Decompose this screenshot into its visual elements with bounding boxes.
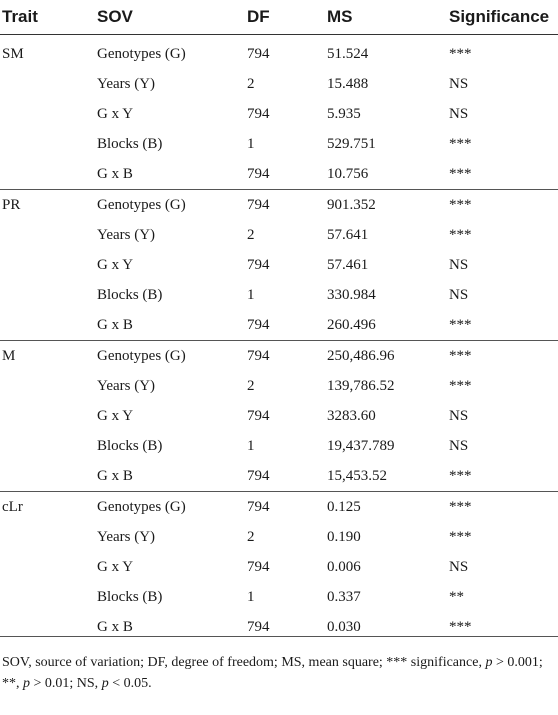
- cell-trait: [0, 280, 97, 310]
- cell-ms: 0.337: [327, 588, 361, 605]
- cell-df: 794: [247, 618, 270, 635]
- footnote-text-3: > 0.01; NS,: [30, 676, 102, 691]
- cell-ms: 260.496: [327, 316, 376, 333]
- cell-sov: Blocks (B): [97, 437, 163, 454]
- cell-trait: [0, 159, 97, 190]
- cell-ms: 10.756: [327, 165, 369, 182]
- cell-trait: [0, 401, 97, 431]
- footnote-p-symbol-1: p: [485, 655, 493, 670]
- header-trait: Trait: [0, 0, 97, 35]
- table-row: [0, 129, 558, 159]
- footnote-divider: [0, 636, 558, 637]
- cell-significance: ***: [449, 492, 558, 523]
- cell-trait: [0, 129, 97, 159]
- cell-ms: 529.751: [327, 135, 376, 152]
- cell-sov: Years (Y): [97, 226, 156, 243]
- cell-df: 1: [247, 588, 255, 605]
- cell-trait: SM: [2, 45, 24, 62]
- cell-significance: ***: [449, 45, 472, 62]
- cell-significance: ***: [449, 135, 472, 152]
- cell-ms: 5.935: [327, 105, 361, 122]
- table-row: [0, 431, 558, 461]
- cell-trait: [0, 522, 97, 552]
- cell-df: 794: [247, 407, 270, 424]
- table-row: [0, 461, 558, 492]
- table-row: [0, 280, 558, 310]
- cell-df: 1: [247, 437, 255, 454]
- table-row: [0, 310, 558, 341]
- cell-significance: NS: [449, 256, 469, 273]
- header-df: DF: [247, 0, 327, 35]
- cell-significance: ***: [449, 165, 472, 182]
- cell-df: 794: [247, 467, 270, 484]
- cell-df: 2: [247, 528, 255, 545]
- table-row: [0, 190, 558, 221]
- cell-significance: ***: [449, 341, 558, 372]
- table-body: [0, 35, 558, 643]
- cell-df: 1: [247, 286, 255, 303]
- cell-trait: [0, 612, 97, 642]
- cell-df: 2: [247, 226, 255, 243]
- table-row: [0, 159, 558, 190]
- cell-ms: 51.524: [327, 45, 369, 62]
- cell-sov: G x B: [97, 618, 133, 635]
- cell-sov: Genotypes (G): [97, 190, 247, 221]
- cell-trait: cLr: [0, 492, 97, 523]
- cell-df: 794: [247, 558, 270, 575]
- cell-trait: [0, 310, 97, 341]
- cell-df: 794: [247, 165, 270, 182]
- cell-ms: 0.030: [327, 618, 361, 635]
- header-sov: SOV: [97, 0, 247, 35]
- cell-sov: Blocks (B): [97, 135, 163, 152]
- table-row: [0, 35, 558, 70]
- cell-df: 794: [247, 492, 327, 523]
- cell-significance: ***: [449, 377, 472, 394]
- cell-trait: [0, 99, 97, 129]
- table-row: [0, 492, 558, 523]
- cell-significance: ***: [449, 618, 472, 635]
- table-row: [0, 522, 558, 552]
- cell-significance: NS: [449, 75, 469, 92]
- footnote-p-symbol-3: p: [101, 676, 109, 691]
- cell-df: 794: [247, 190, 327, 221]
- table-row: [0, 552, 558, 582]
- footnote-text-2: > 0.001; **,: [2, 655, 543, 691]
- cell-significance: ***: [449, 528, 472, 545]
- cell-sov: G x Y: [97, 407, 134, 424]
- cell-trait: [0, 431, 97, 461]
- cell-df: 794: [247, 316, 270, 333]
- cell-df: 1: [247, 135, 255, 152]
- cell-ms: 330.984: [327, 286, 376, 303]
- cell-significance: **: [449, 588, 464, 605]
- cell-significance: NS: [449, 558, 469, 575]
- cell-significance: NS: [449, 407, 469, 424]
- cell-sov: G x B: [97, 467, 133, 484]
- header-ms: MS: [327, 0, 449, 35]
- cell-significance: ***: [449, 190, 558, 221]
- table-row: [0, 250, 558, 280]
- cell-df: 794: [247, 45, 270, 62]
- footnote-p-symbol-2: p: [23, 676, 30, 691]
- table-row: [0, 401, 558, 431]
- cell-df: 794: [247, 256, 270, 273]
- cell-trait: [0, 69, 97, 99]
- cell-trait: PR: [0, 190, 97, 221]
- table-footnote: [2, 652, 554, 694]
- cell-significance: ***: [449, 467, 472, 484]
- table-row: [0, 612, 558, 642]
- cell-trait: [0, 461, 97, 492]
- table-row: [0, 582, 558, 612]
- cell-significance: NS: [449, 286, 469, 303]
- cell-df: 794: [247, 105, 270, 122]
- cell-trait: [0, 552, 97, 582]
- cell-sov: G x Y: [97, 256, 134, 273]
- table-row: [0, 69, 558, 99]
- cell-sov: Blocks (B): [97, 286, 163, 303]
- cell-sov: G x Y: [97, 558, 134, 575]
- cell-ms: 0.006: [327, 558, 361, 575]
- cell-sov: Blocks (B): [97, 588, 163, 605]
- cell-ms: 19,437.789: [327, 437, 395, 454]
- table-header: [0, 0, 558, 35]
- cell-sov: Years (Y): [97, 377, 156, 394]
- cell-sov: Years (Y): [97, 75, 156, 92]
- cell-ms: 57.461: [327, 256, 369, 273]
- cell-significance: NS: [449, 437, 469, 454]
- cell-df: 2: [247, 75, 255, 92]
- cell-sov: G x B: [97, 316, 133, 333]
- cell-ms: 0.190: [327, 528, 361, 545]
- table-row: [0, 99, 558, 129]
- cell-ms: 901.352: [327, 190, 449, 221]
- cell-trait: M: [0, 341, 97, 372]
- cell-sov: Genotypes (G): [97, 341, 247, 372]
- cell-significance: ***: [449, 226, 472, 243]
- cell-ms: 15,453.52: [327, 467, 387, 484]
- header-significance: Significance: [449, 0, 558, 35]
- cell-trait: [0, 220, 97, 250]
- cell-sov: Genotypes (G): [97, 45, 186, 62]
- table-row: [0, 220, 558, 250]
- cell-ms: 3283.60: [327, 407, 376, 424]
- footnote-text-4: < 0.05.: [108, 676, 152, 691]
- cell-significance: ***: [449, 316, 472, 333]
- cell-sov: G x B: [97, 165, 133, 182]
- cell-df: 794: [247, 341, 327, 372]
- cell-trait: [0, 371, 97, 401]
- footnote-text-1: SOV, source of variation; DF, degree of freedom; MS, mean square; *** significance,: [2, 655, 486, 670]
- cell-ms: 57.641: [327, 226, 369, 243]
- cell-trait: [0, 582, 97, 612]
- header-row: [0, 0, 558, 35]
- table-row: [0, 341, 558, 372]
- cell-ms: 0.125: [327, 492, 449, 523]
- cell-significance: NS: [449, 105, 469, 122]
- cell-df: 2: [247, 377, 255, 394]
- cell-sov: Years (Y): [97, 528, 156, 545]
- cell-sov: G x Y: [97, 105, 134, 122]
- table-row: [0, 371, 558, 401]
- cell-sov: Genotypes (G): [97, 492, 247, 523]
- cell-ms: 139,786.52: [327, 377, 395, 394]
- cell-ms: 15.488: [327, 75, 369, 92]
- cell-trait: [0, 250, 97, 280]
- cell-ms: 250,486.96: [327, 341, 449, 372]
